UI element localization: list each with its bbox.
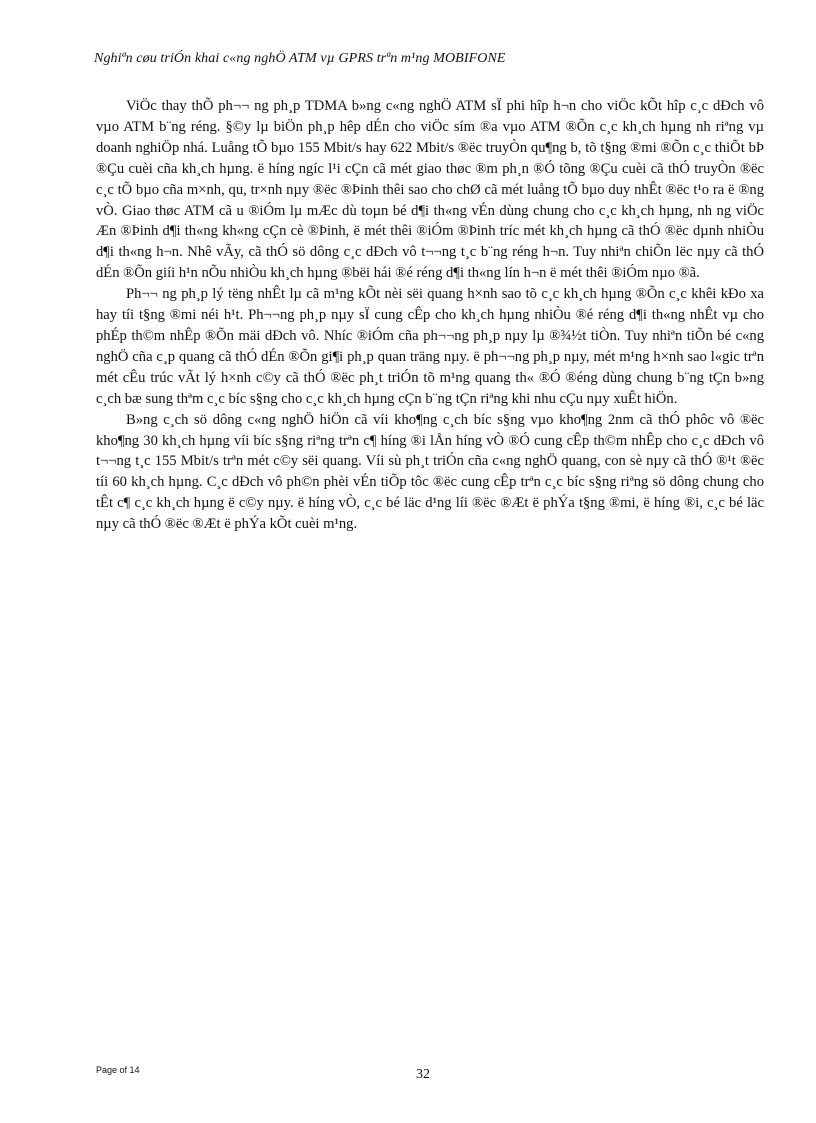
body-paragraph-3: B»ng c¸ch sö dông c«ng nghÖ hiÖn cã víi kho¶ng c¸ch bíc s§ng vµo kho¶ng 2nm cã thÓ phôc vô ®ëc kho¶ng 30 kh¸ch hµng víi bíc s§ng riªng trªn c¶ híng ®i lÅn híng vÒ ®Ó cung cÊp th©m nhÊp cho c¸c dÐch vô t¬¬ng t¸c 155 Mbit/s trªn mét c©y sëi quang. Víi sù ph¸t triÓn cña c«ng nghÖ quang, con sè nµy cã thÓ ®¹t ®ëc tíi 60 kh¸ch hµng. C¸c dÐch vô ph©n phèi vÉn tiÕp tôc ®ëc cung cÊp trªn c¸c bíc s§ng riªng sö dông chung cho tÊt c¶ c¸c kh¸ch hµng ë c©y nµy. ë híng vÒ, c¸c bé läc d¹ng líi ®ëc ®Æt ë phÝa t§ng ®mi, ë híng ®i, c¸c bé läc nµy cã thÓ ®ëc ®Æt ë phÝa kÕt cuèi m¹ng. [96, 411, 764, 533]
running-header: Nghiªn cøu triÓn khai c«ng nghÖ ATM vµ GPRS trªn m¹ng MOBIFONE [94, 51, 506, 66]
document-body [96, 96, 764, 535]
footer-page-label: Page of 14 [96, 1065, 140, 1075]
body-paragraph-1: ViÖc thay thÕ ph¬¬ ng ph¸p TDMA b»ng c«ng nghÖ ATM sÏ phi hîp h¬n cho viÖc kÕt hîp c¸c dÐch vô vµo ATM b¨ng réng. §©y lµ biÖn ph¸p hêp dÉn cho viÖc sím ®a vµo ATM ®Õn c¸c kh¸ch hµng nh riªng vµ doanh nghiÖp nhá. Luång tÕ bµo 155 Mbit/s hay 622 Mbit/s ®ëc truyÒn qu¶ng b, tõ t§ng ®mi ®Õn c¸c thiÕt bÞ ®Çu cuèi cña kh¸ch hµng. ë híng ngíc l¹i cÇn cã mét giao thøc ®m ph¸n ®Ó tõng ®Çu cuèi cã thÓ truyÒn ®ëc c¸c tÕ bµo cña m×nh, qu, tr×nh nµy ®ëc ®Þinh thêi sao cho chØ cã mét luång tÕ bµo duy nhÊt ®ëc t¹o ra ë ®ng vÒ. Giao thøc ATM cã u ®iÓm lµ mÆc dù toµn bé d¶i th«ng vÉn dùng chung cho c¸c kh¸ch hµng, nh ng viÖc Æn ®Þinh d¶i th«ng kh«ng cÇn cè ®Þinh, ë mét thêi ®iÓm ®Þinh tríc mét kh¸ch hµng cã thÓ ®ëc dµnh nhiÒu d¶i th«ng h¬n. Nhê vÃy, cã thÓ sö dông c¸c dÐch vô t¬¬ng t¸c b¨ng réng h¬n. Tuy nhiªn chiÕn lëc nµy cã thÓ dÉn ®Õn giíi h¹n nÕu nhiÒu kh¸ch hµng ®bëi hái ®é réng d¶i th«ng lín h¬n ë mét thêi ®iÓm nµo ®ã. [96, 98, 764, 282]
footer-page-number: 32 [416, 1067, 430, 1082]
body-paragraph-2: Ph¬¬ ng ph¸p lý tëng nhÊt lµ cã m¹ng kÕt nèi sëi quang h×nh sao tõ c¸c kh¸ch hµng ®Õn c¸c khêi kÐo xa hay tíi t§ng ®mi néi h¹t. Ph¬¬ng ph¸p nµy sÏ cung cÊp cho kh¸ch hµng nhiÒu ®é réng d¶i th«ng nhÊt vµ cho phÉp th©m nhÊp ®Õn mäi dÐch vô. Nhíc ®iÓm cña ph¬¬ng ph¸p nµy lµ ®¾½t tiÒn. Tuy nhiªn tiÕn bé c«ng nghÖ cña c¸p quang cã thÓ dÉn ®Õn gi¶i ph¸p quan träng nµy. ë ph¬¬ng ph¸p nµy, mét m¹ng h×nh sao l«gic trªn mét cÊu trúc vÃt lý h×nh c©y cã thÓ ®ëc ph¸t triÓn tõ m¹ng quang th« ®Ó ®éng dùng chung b¨ng tÇn b»ng c¸ch bæ sung thªm c¸c bíc s§ng cho c¸c kh¸ch hµng cÇn b¨ng tÇn riªng khi nhu cÇu nµy xuÊt hiÖn. [96, 286, 764, 407]
